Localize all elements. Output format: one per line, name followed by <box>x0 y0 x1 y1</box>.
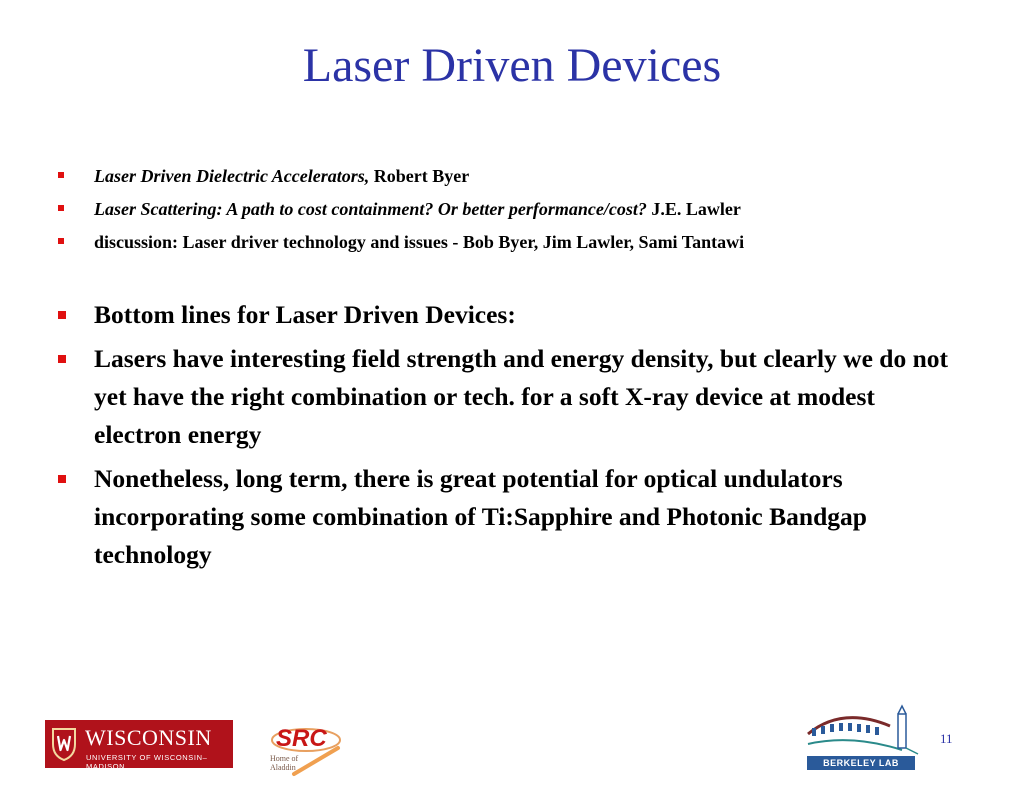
square-bullet-icon <box>58 238 64 244</box>
berkeley-lab-logo <box>802 704 920 772</box>
discussion-text: discussion: Laser driver technology and issues - Bob Byer, Jim Lawler, Sami Tantawi <box>94 232 745 252</box>
berkeley-lab-name: BERKELEY LAB <box>807 756 915 770</box>
summary-point <box>58 296 958 334</box>
slide-title: Laser Driven Devices <box>302 39 722 92</box>
page-number: 11 <box>940 731 953 746</box>
square-bullet-icon <box>58 475 66 483</box>
src-name: SRC <box>276 725 327 752</box>
summary-point <box>58 460 958 574</box>
talk-list <box>58 160 988 259</box>
talk-speaker: J.E. Lawler <box>651 199 741 219</box>
square-bullet-icon <box>58 311 66 319</box>
src-logo <box>264 726 344 778</box>
summary-text: Lasers have interesting field strength and energy density, but clearly we do not yet have the right combination or tech. for a soft X-ray device at modest electron energy <box>94 344 949 449</box>
wisconsin-subtitle: UNIVERSITY OF WISCONSIN–MADISON <box>86 753 208 771</box>
talk-item <box>58 226 988 259</box>
summary-list <box>58 296 958 580</box>
wisconsin-name: WISCONSIN <box>85 725 212 750</box>
talk-item <box>58 193 988 226</box>
talk-speaker: Robert Byer <box>373 166 470 186</box>
talk-item <box>58 160 988 193</box>
src-subtitle: Home of Aladdin <box>270 754 299 772</box>
summary-text: Nonetheless, long term, there is great potential for optical undulators incorporating some combination of Ti:Sapphire and Photonic Bandgap technology <box>94 464 867 569</box>
square-bullet-icon <box>58 172 64 178</box>
square-bullet-icon <box>58 355 66 363</box>
summary-point <box>58 340 958 454</box>
square-bullet-icon <box>58 205 64 211</box>
summary-text: Bottom lines for Laser Driven Devices: <box>94 300 516 329</box>
crest-icon <box>50 726 78 762</box>
wisconsin-logo <box>45 720 233 771</box>
berkeley-building-icon <box>802 704 920 756</box>
talk-title: Laser Driven Dielectric Accelerators, <box>94 166 370 186</box>
talk-title: Laser Scattering: A path to cost containment? Or better performance/cost? <box>94 199 647 219</box>
